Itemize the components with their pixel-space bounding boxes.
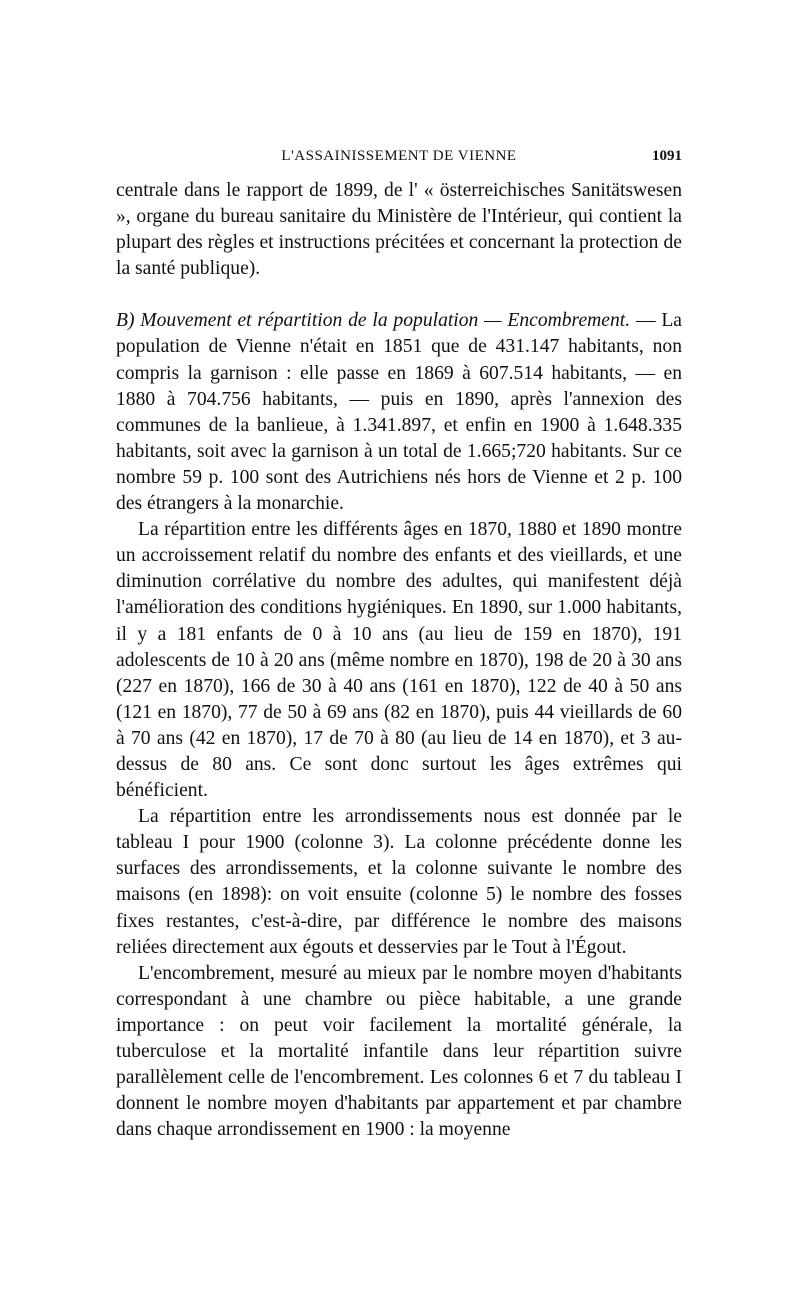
page-number: 1091 (652, 148, 682, 164)
running-title: L'ASSAINISSEMENT DE VIENNE (281, 148, 517, 164)
section-heading: B) Mouvement et répartition de la population — Encombrement. (116, 310, 631, 332)
paragraph-population-text: — La population de Vienne n'était en 1851 que de 431.147 habitants, non compris la garnison : elle passe en 1869 à 607.514 habitants, — en 1880 à 704.756 habitants, — puis en 1890, après l'annexion des communes de la banlieue, à 1.341.897, et enfin en 1900 à 1.648.335 habitants, soit avec la garnison à un total de 1.665;720 habitants. Sur ce nombre 59 p. 100 sont des Autrichiens nés hors de Vienne et 2 p. 100 des étrangers à la monarchie. (116, 310, 683, 515)
paragraph-encombrement: L'encombrement, mesuré au mieux par le nombre moyen d'habitants correspondant à une chambre ou pièce habitable, a une grande importance : on peut voir facilement la mortalité générale, la tuberculose et la mortalité infantile dans leur répartition suivre parallèlement celle de l'encombrement. Les colonnes 6 et 7 du tableau I donnent le nombre moyen d'habitants par appartement et par chambre dans chaque arrondissement en 1900 : la moyenne (116, 962, 682, 1141)
paragraph-ages: La répartition entre les différents âges en 1870, 1880 et 1890 montre un accroissement relatif du nombre des enfants et des vieillards, et une diminution corrélative du nombre des adultes, qui manifestent déjà l'amélioration des conditions hygiéniques. En 1890, sur 1.000 habitants, il y a 181 enfants de 0 à 10 ans (au lieu de 159 en 1870), 191 adolescents de 10 à 20 ans (même nombre en 1870), 198 de 20 à 30 ans (227 en 1870), 166 de 30 à 40 ans (161 en 1870), 122 de 40 à 50 ans (121 en 1870), 77 de 50 à 69 ans (82 en 1870), puis 44 vieillards de 60 à 70 ans (42 en 1870), 17 de 70 à 80 (au lieu de 14 en 1870), et 3 au-dessus de 80 ans. Ce sont donc surtout les âges extrêmes qui bénéficient. (116, 519, 682, 802)
paragraph-continuation: centrale dans le rapport de 1899, de l' « österreichisches Sanitätswesen », organe du bureau sanitaire du Ministère de l'Intérieur, qui contient la plupart des règles et instructions précitées et concernant la protection de la santé publique). (116, 180, 682, 280)
paragraph-arrondissements: La répartition entre les arrondissements nous est donnée par le tableau I pour 1900 (colonne 3). La colonne précédente donne les surfaces des arrondissements, et la colonne suivante le nombre des maisons (en 1898): on voit ensuite (colonne 5) le nombre des fosses fixes restantes, c'est-à-dire, par différence le nombre des maisons reliées directement aux égouts et desservies par le Tout à l'Égout. (116, 806, 682, 958)
page-header (116, 146, 682, 170)
paragraph-population (116, 308, 682, 517)
body-text (116, 178, 682, 1143)
